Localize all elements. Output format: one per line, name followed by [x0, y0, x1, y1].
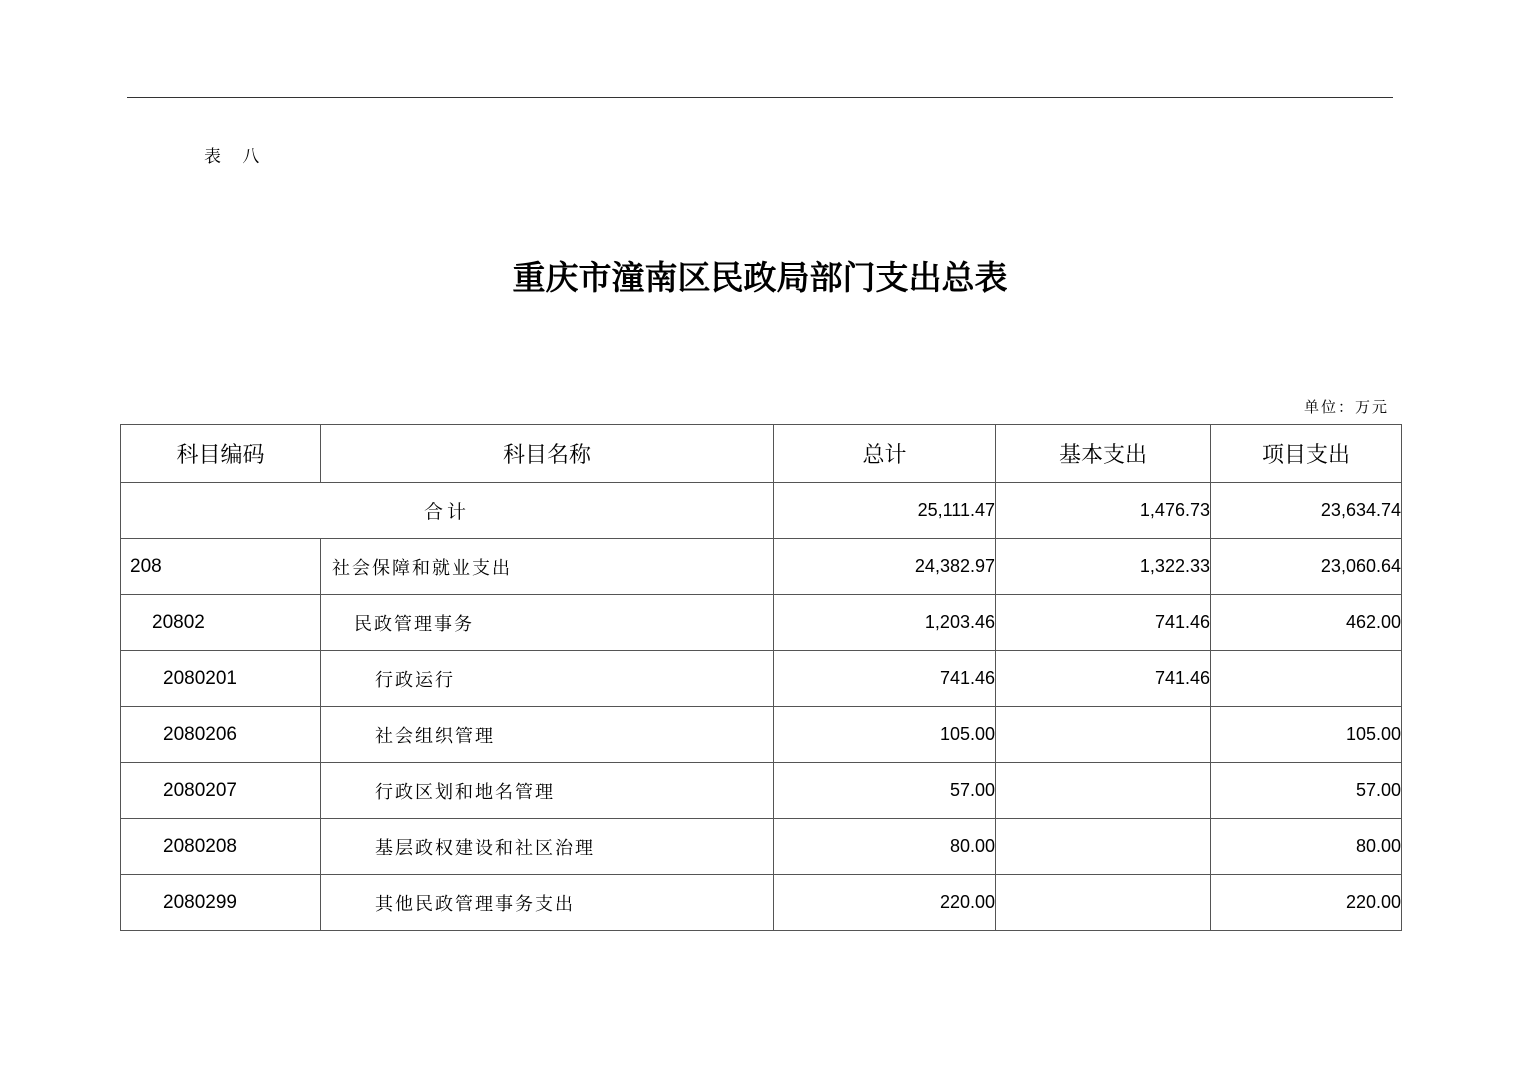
row-total: 105.00	[774, 707, 996, 763]
table-row	[121, 819, 1402, 875]
row-basic	[996, 819, 1211, 875]
total-row	[121, 483, 1402, 539]
table-number: 表 八	[204, 147, 268, 167]
row-code: 2080299	[121, 875, 321, 931]
row-project: 23,060.64	[1211, 539, 1402, 595]
table-header-row	[121, 425, 1402, 483]
row-name: 社会组织管理	[321, 707, 774, 763]
row-basic	[996, 707, 1211, 763]
row-basic	[996, 763, 1211, 819]
row-project	[1211, 651, 1402, 707]
table-row	[121, 763, 1402, 819]
header-basic: 基本支出	[996, 425, 1211, 483]
header-code: 科目编码	[121, 425, 321, 483]
total-sum: 25,111.47	[774, 483, 996, 539]
row-basic	[996, 875, 1211, 931]
total-project: 23,634.74	[1211, 483, 1402, 539]
row-basic: 1,322.33	[996, 539, 1211, 595]
row-total: 1,203.46	[774, 595, 996, 651]
row-name: 民政管理事务	[321, 595, 774, 651]
row-basic: 741.46	[996, 595, 1211, 651]
row-name: 行政区划和地名管理	[321, 763, 774, 819]
row-code: 20802	[121, 595, 321, 651]
row-project: 80.00	[1211, 819, 1402, 875]
expense-table	[120, 424, 1402, 931]
table-row	[121, 651, 1402, 707]
header-rule	[127, 97, 1393, 98]
header-total: 总计	[774, 425, 996, 483]
row-total: 80.00	[774, 819, 996, 875]
row-code: 2080201	[121, 651, 321, 707]
table-row	[121, 595, 1402, 651]
row-total: 24,382.97	[774, 539, 996, 595]
row-project: 462.00	[1211, 595, 1402, 651]
header-project: 项目支出	[1211, 425, 1402, 483]
row-code: 208	[121, 539, 321, 595]
header-name: 科目名称	[321, 425, 774, 483]
table-row	[121, 539, 1402, 595]
document-title: 重庆市潼南区民政局部门支出总表	[512, 258, 1008, 297]
row-total: 220.00	[774, 875, 996, 931]
row-name: 行政运行	[321, 651, 774, 707]
table-row	[121, 875, 1402, 931]
row-name: 社会保障和就业支出	[321, 539, 774, 595]
row-code: 2080206	[121, 707, 321, 763]
row-name: 其他民政管理事务支出	[321, 875, 774, 931]
row-total: 57.00	[774, 763, 996, 819]
row-code: 2080207	[121, 763, 321, 819]
unit-label: 单位：万元	[1303, 398, 1389, 416]
table-row	[121, 707, 1402, 763]
row-code: 2080208	[121, 819, 321, 875]
row-total: 741.46	[774, 651, 996, 707]
row-basic: 741.46	[996, 651, 1211, 707]
row-project: 105.00	[1211, 707, 1402, 763]
row-project: 220.00	[1211, 875, 1402, 931]
total-label: 合计	[121, 483, 774, 539]
total-basic: 1,476.73	[996, 483, 1211, 539]
row-name: 基层政权建设和社区治理	[321, 819, 774, 875]
row-project: 57.00	[1211, 763, 1402, 819]
